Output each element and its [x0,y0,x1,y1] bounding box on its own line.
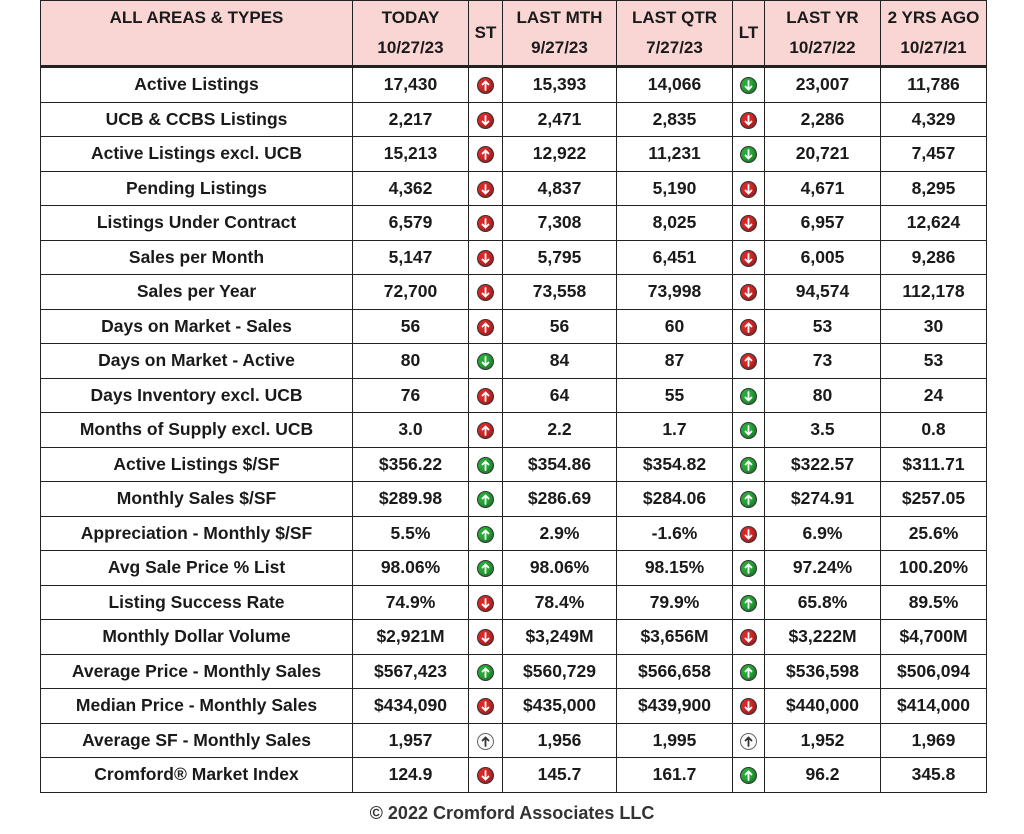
arrow-up-green-icon [477,526,494,543]
two-years-ago-value: 4,329 [881,102,987,137]
last-month-value: $3,249M [503,620,617,655]
today-value: $567,423 [353,654,469,689]
row-label: Sales per Year [41,275,353,310]
table-row [41,344,987,379]
last-quarter-value: 161.7 [617,758,733,793]
short-term-trend [469,413,503,448]
arrow-up-red-icon [740,319,757,336]
arrow-down-green-icon [740,146,757,163]
row-label: Months of Supply excl. UCB [41,413,353,448]
arrow-up-white-icon [740,733,757,750]
short-term-trend [469,689,503,724]
last-month-value: 84 [503,344,617,379]
two-years-ago-value: 112,178 [881,275,987,310]
today-value: 56 [353,309,469,344]
row-label: Monthly Dollar Volume [41,620,353,655]
header-last-month-date: 9/27/23 [531,38,588,57]
header-area-type [41,1,353,67]
today-value: 124.9 [353,758,469,793]
row-label: Days on Market - Sales [41,309,353,344]
arrow-up-white-icon [477,733,494,750]
arrow-down-red-icon [477,629,494,646]
last-year-value: 6,005 [765,240,881,275]
header-last-quarter [617,1,733,67]
two-years-ago-value: $311.71 [881,447,987,482]
long-term-trend [733,689,765,724]
arrow-down-green-icon [740,422,757,439]
short-term-trend [469,585,503,620]
today-value: 2,217 [353,102,469,137]
arrow-down-red-icon [477,698,494,715]
today-value: 4,362 [353,171,469,206]
last-month-value: $560,729 [503,654,617,689]
row-label: Monthly Sales $/SF [41,482,353,517]
last-quarter-value: 5,190 [617,171,733,206]
table-row [41,240,987,275]
two-years-ago-value: 11,786 [881,67,987,103]
today-value: $2,921M [353,620,469,655]
last-year-value: $322.57 [765,447,881,482]
last-year-value: 96.2 [765,758,881,793]
last-year-value: 4,671 [765,171,881,206]
arrow-up-green-icon [740,457,757,474]
row-label: Active Listings $/SF [41,447,353,482]
last-quarter-value: $3,656M [617,620,733,655]
row-label: Days on Market - Active [41,344,353,379]
arrow-up-red-icon [477,77,494,94]
long-term-trend [733,551,765,586]
two-years-ago-value: 89.5% [881,585,987,620]
last-year-value: $3,222M [765,620,881,655]
header-last-year [765,1,881,67]
last-month-value: 12,922 [503,137,617,172]
two-years-ago-value: 7,457 [881,137,987,172]
arrow-down-red-icon [740,526,757,543]
last-month-value: 78.4% [503,585,617,620]
long-term-trend [733,516,765,551]
market-summary-table-wrap [40,0,986,793]
two-years-ago-value: 24 [881,378,987,413]
long-term-trend [733,309,765,344]
arrow-down-red-icon [740,112,757,129]
table-row [41,551,987,586]
header-last-month [503,1,617,67]
short-term-trend [469,275,503,310]
row-label: Active Listings excl. UCB [41,137,353,172]
last-month-value: 64 [503,378,617,413]
short-term-trend [469,344,503,379]
row-label: Average Price - Monthly Sales [41,654,353,689]
arrow-up-red-icon [740,353,757,370]
long-term-trend [733,67,765,103]
arrow-down-red-icon [740,284,757,301]
last-year-value: 1,952 [765,723,881,758]
header-today-label: TODAY [381,8,440,27]
arrow-down-red-icon [477,767,494,784]
last-quarter-value: 87 [617,344,733,379]
arrow-down-red-icon [740,629,757,646]
last-quarter-value: 1,995 [617,723,733,758]
today-value: 17,430 [353,67,469,103]
arrow-up-green-icon [740,560,757,577]
row-label: Sales per Month [41,240,353,275]
last-quarter-value: 79.9% [617,585,733,620]
arrow-down-red-icon [740,215,757,232]
market-summary-table [40,0,987,793]
short-term-trend [469,378,503,413]
today-value: 15,213 [353,137,469,172]
header-two-years-ago-date: 10/27/21 [900,38,967,57]
last-month-value: $435,000 [503,689,617,724]
arrow-up-green-icon [477,664,494,681]
last-month-value: 5,795 [503,240,617,275]
last-year-value: 73 [765,344,881,379]
last-month-value: 4,837 [503,171,617,206]
two-years-ago-value: 25.6% [881,516,987,551]
two-years-ago-value: $257.05 [881,482,987,517]
long-term-trend [733,102,765,137]
header-st-label: ST [474,23,497,42]
last-quarter-value: -1.6% [617,516,733,551]
long-term-trend [733,378,765,413]
today-value: 80 [353,344,469,379]
arrow-up-green-icon [477,560,494,577]
arrow-up-green-icon [740,491,757,508]
last-month-value: $286.69 [503,482,617,517]
last-quarter-value: 1.7 [617,413,733,448]
arrow-down-green-icon [740,77,757,94]
two-years-ago-value: $4,700M [881,620,987,655]
header-two-years-ago [881,1,987,67]
table-row [41,689,987,724]
last-quarter-value: 73,998 [617,275,733,310]
short-term-trend [469,447,503,482]
last-quarter-value: 11,231 [617,137,733,172]
two-years-ago-value: 100.20% [881,551,987,586]
two-years-ago-value: 1,969 [881,723,987,758]
last-month-value: 7,308 [503,206,617,241]
last-month-value: 2.2 [503,413,617,448]
last-quarter-value: 98.15% [617,551,733,586]
last-month-value: 15,393 [503,67,617,103]
long-term-trend [733,758,765,793]
last-year-value: 23,007 [765,67,881,103]
last-year-value: 3.5 [765,413,881,448]
today-value: 3.0 [353,413,469,448]
table-row [41,585,987,620]
short-term-trend [469,551,503,586]
last-year-value: $536,598 [765,654,881,689]
long-term-trend [733,240,765,275]
arrow-down-green-icon [740,388,757,405]
row-label: Listings Under Contract [41,206,353,241]
last-year-value: $440,000 [765,689,881,724]
last-month-value: $354.86 [503,447,617,482]
table-header-row [41,1,987,67]
short-term-trend [469,654,503,689]
short-term-trend [469,723,503,758]
table-row [41,206,987,241]
arrow-down-red-icon [477,181,494,198]
row-label: Median Price - Monthly Sales [41,689,353,724]
last-month-value: 2.9% [503,516,617,551]
table-row [41,171,987,206]
long-term-trend [733,723,765,758]
row-label: Days Inventory excl. UCB [41,378,353,413]
today-value: 5.5% [353,516,469,551]
two-years-ago-value: 12,624 [881,206,987,241]
table-row [41,102,987,137]
table-row [41,309,987,344]
last-month-value: 73,558 [503,275,617,310]
long-term-trend [733,206,765,241]
arrow-down-red-icon [477,215,494,232]
today-value: 72,700 [353,275,469,310]
last-month-value: 2,471 [503,102,617,137]
two-years-ago-value: $506,094 [881,654,987,689]
arrow-down-red-icon [477,284,494,301]
last-year-value: 6.9% [765,516,881,551]
last-year-value: 53 [765,309,881,344]
table-row [41,67,987,103]
table-body [41,67,987,793]
table-row [41,516,987,551]
two-years-ago-value: 0.8 [881,413,987,448]
header-last-year-date: 10/27/22 [789,38,856,57]
table-row [41,654,987,689]
copyright-footer: © 2022 Cromford Associates LLC [369,803,655,823]
today-value: $356.22 [353,447,469,482]
header-lt-label: LT [738,23,759,42]
table-row [41,482,987,517]
arrow-up-green-icon [740,664,757,681]
arrow-down-red-icon [740,181,757,198]
short-term-trend [469,758,503,793]
header-last-quarter-label: LAST QTR [632,8,717,27]
last-year-value: 80 [765,378,881,413]
last-quarter-value: 6,451 [617,240,733,275]
arrow-up-green-icon [740,595,757,612]
table-row [41,378,987,413]
row-label: Appreciation - Monthly $/SF [41,516,353,551]
long-term-trend [733,275,765,310]
last-quarter-value: 14,066 [617,67,733,103]
long-term-trend [733,654,765,689]
short-term-trend [469,137,503,172]
table-row [41,758,987,793]
header-area-type-label: ALL AREAS & TYPES [109,8,284,27]
last-quarter-value: $566,658 [617,654,733,689]
arrow-up-red-icon [477,146,494,163]
long-term-trend [733,137,765,172]
last-year-value: 65.8% [765,585,881,620]
two-years-ago-value: 8,295 [881,171,987,206]
header-last-year-label: LAST YR [786,8,859,27]
short-term-trend [469,171,503,206]
short-term-trend [469,240,503,275]
row-label: Cromford® Market Index [41,758,353,793]
today-value: 1,957 [353,723,469,758]
header-last-month-label: LAST MTH [516,8,603,27]
arrow-up-green-icon [477,457,494,474]
last-quarter-value: 8,025 [617,206,733,241]
table-row [41,723,987,758]
table-row [41,137,987,172]
last-quarter-value: $354.82 [617,447,733,482]
row-label: UCB & CCBS Listings [41,102,353,137]
row-label: Active Listings [41,67,353,103]
today-value: 76 [353,378,469,413]
header-today [353,1,469,67]
short-term-trend [469,309,503,344]
short-term-trend [469,102,503,137]
last-quarter-value: 55 [617,378,733,413]
last-quarter-value: 60 [617,309,733,344]
last-year-value: 97.24% [765,551,881,586]
last-month-value: 56 [503,309,617,344]
last-year-value: 94,574 [765,275,881,310]
last-year-value: 2,286 [765,102,881,137]
today-value: 98.06% [353,551,469,586]
table-row [41,620,987,655]
today-value: 74.9% [353,585,469,620]
short-term-trend [469,516,503,551]
last-month-value: 145.7 [503,758,617,793]
long-term-trend [733,171,765,206]
two-years-ago-value: 30 [881,309,987,344]
arrow-up-green-icon [477,491,494,508]
today-value: 5,147 [353,240,469,275]
long-term-trend [733,482,765,517]
two-years-ago-value: 345.8 [881,758,987,793]
last-quarter-value: $284.06 [617,482,733,517]
header-lt [733,1,765,67]
arrow-up-green-icon [740,767,757,784]
last-month-value: 1,956 [503,723,617,758]
today-value: 6,579 [353,206,469,241]
arrow-down-red-icon [477,595,494,612]
two-years-ago-value: 53 [881,344,987,379]
long-term-trend [733,344,765,379]
short-term-trend [469,620,503,655]
two-years-ago-value: $414,000 [881,689,987,724]
header-two-years-ago-label: 2 YRS AGO [887,8,980,27]
today-value: $289.98 [353,482,469,517]
long-term-trend [733,620,765,655]
arrow-down-red-icon [740,250,757,267]
last-year-value: 20,721 [765,137,881,172]
header-today-date: 10/27/23 [377,38,444,57]
short-term-trend [469,206,503,241]
arrow-up-red-icon [477,319,494,336]
long-term-trend [733,585,765,620]
long-term-trend [733,413,765,448]
arrow-down-red-icon [477,112,494,129]
short-term-trend [469,67,503,103]
last-quarter-value: 2,835 [617,102,733,137]
arrow-down-red-icon [477,250,494,267]
header-last-quarter-date: 7/27/23 [646,38,703,57]
row-label: Avg Sale Price % List [41,551,353,586]
arrow-down-red-icon [740,698,757,715]
short-term-trend [469,482,503,517]
last-year-value: 6,957 [765,206,881,241]
row-label: Pending Listings [41,171,353,206]
row-label: Average SF - Monthly Sales [41,723,353,758]
header-st [469,1,503,67]
two-years-ago-value: 9,286 [881,240,987,275]
table-row [41,413,987,448]
table-row [41,275,987,310]
today-value: $434,090 [353,689,469,724]
arrow-up-red-icon [477,422,494,439]
row-label: Listing Success Rate [41,585,353,620]
arrow-down-green-icon [477,353,494,370]
last-month-value: 98.06% [503,551,617,586]
last-quarter-value: $439,900 [617,689,733,724]
arrow-up-red-icon [477,388,494,405]
table-row [41,447,987,482]
long-term-trend [733,447,765,482]
last-year-value: $274.91 [765,482,881,517]
